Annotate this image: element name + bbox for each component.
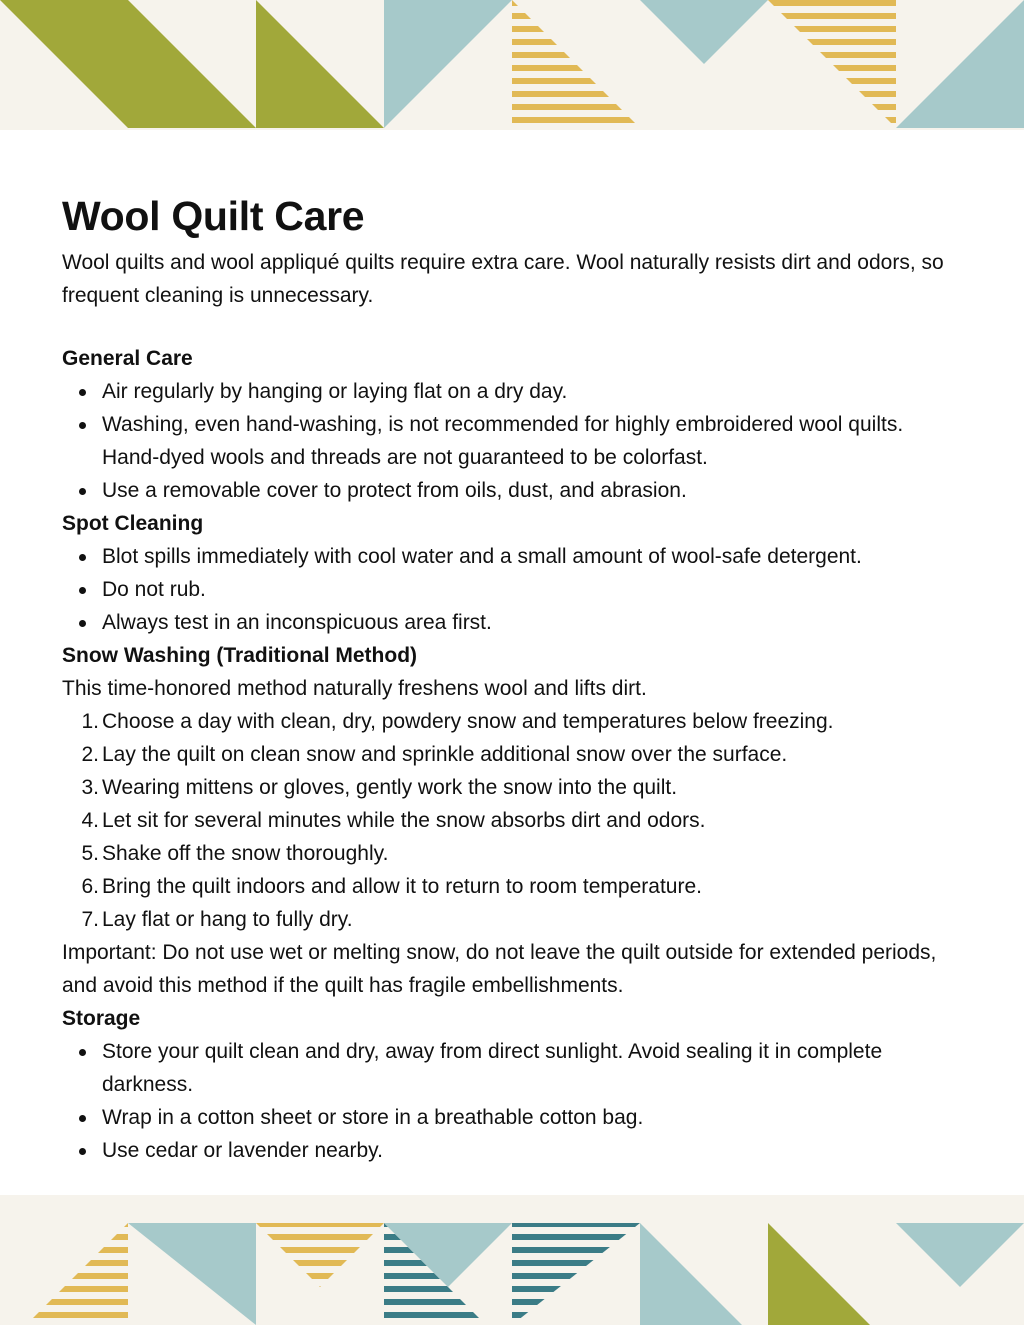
- list-item: Air regularly by hanging or laying flat on a dry day.: [62, 375, 962, 408]
- list-item: Store your quilt clean and dry, away from direct sunlight. Avoid sealing it in complete darkness.: [62, 1035, 962, 1101]
- snow-washing-intro: This time-honored method naturally freshens wool and lifts dirt.: [62, 677, 647, 700]
- step-text: Shake off the snow thoroughly.: [102, 842, 389, 865]
- step-item: [62, 837, 962, 870]
- step-item: [62, 738, 962, 771]
- section-heading-snow-washing: Snow Washing (Traditional Method): [62, 644, 418, 667]
- section-heading-spot-cleaning: Spot Cleaning: [62, 512, 204, 535]
- list-item: Use a removable cover to protect from oils, dust, and abrasion.: [62, 474, 962, 507]
- step-text: Lay flat or hang to fully dry.: [102, 908, 353, 931]
- step-number: 2.: [81, 743, 99, 766]
- step-text: Bring the quilt indoors and allow it to return to room temperature.: [102, 875, 702, 898]
- list-item: Blot spills immediately with cool water and a small amount of wool-safe detergent.: [62, 540, 962, 573]
- list-item: Use cedar or lavender nearby.: [62, 1134, 962, 1167]
- step-number: 5.: [81, 842, 99, 865]
- top-quilt-border: [0, 0, 1024, 130]
- snow-washing-note: Important: Do not use wet or melting snow, do not leave the quilt outside for extended periods, and avoid this method if the quilt has fragile embellishments.: [62, 941, 937, 997]
- section-heading-general-care: General Care: [62, 347, 193, 370]
- step-number: 4.: [81, 809, 99, 832]
- step-text: Let sit for several minutes while the snow absorbs dirt and odors.: [102, 809, 706, 832]
- step-item: [62, 771, 962, 804]
- page-title: Wool Quilt Care: [62, 193, 365, 239]
- step-text: Wearing mittens or gloves, gently work the snow into the quilt.: [102, 776, 678, 799]
- snow-washing-steps: [62, 705, 962, 936]
- list-item: Washing, even hand-washing, is not recommended for highly embroidered wool quilts. Hand-dyed wools and threads are not guaranteed to be colorfast.: [62, 408, 962, 474]
- step-item: [62, 903, 962, 936]
- step-text: Lay the quilt on clean snow and sprinkle additional snow over the surface.: [102, 743, 788, 766]
- step-number: 3.: [81, 776, 99, 799]
- general-care-list: [62, 375, 962, 507]
- step-number: 6.: [81, 875, 99, 898]
- step-text: Choose a day with clean, dry, powdery snow and temperatures below freezing.: [102, 710, 834, 733]
- step-number: 1.: [81, 710, 99, 733]
- document-body: [62, 190, 962, 1167]
- step-item: [62, 804, 962, 837]
- storage-list: [62, 1035, 962, 1167]
- bottom-quilt-border: [0, 1195, 1024, 1325]
- step-item: [62, 705, 962, 738]
- step-number: 7.: [81, 908, 99, 931]
- list-item: Do not rub.: [62, 573, 962, 606]
- list-item: Wrap in a cotton sheet or store in a breathable cotton bag.: [62, 1101, 962, 1134]
- spot-cleaning-list: [62, 540, 962, 639]
- intro-paragraph: Wool quilts and wool appliqué quilts require extra care. Wool naturally resists dirt and odors, so frequent cleaning is unnecessary.: [62, 251, 944, 307]
- section-heading-storage: Storage: [62, 1007, 141, 1030]
- list-item: Always test in an inconspicuous area first.: [62, 606, 962, 639]
- step-item: [62, 870, 962, 903]
